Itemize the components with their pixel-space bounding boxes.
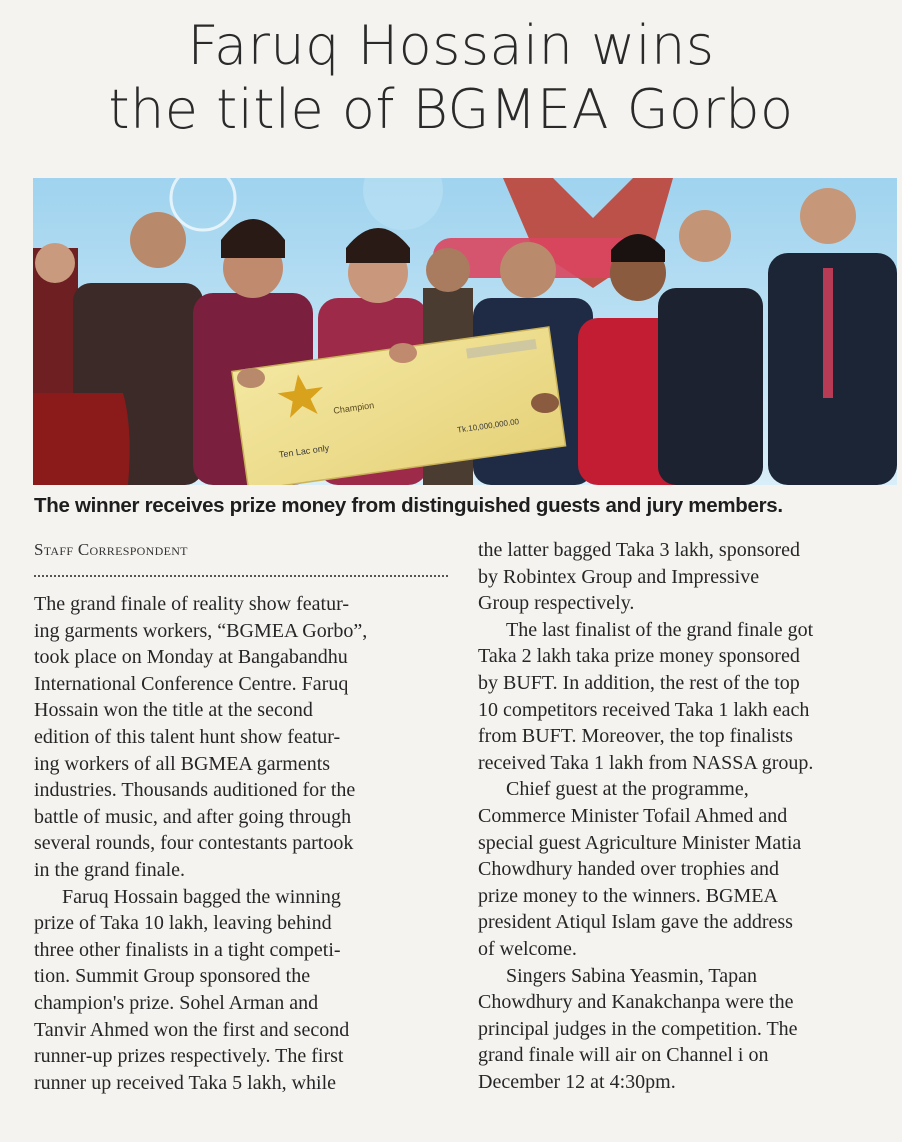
article-line: runner up received Taka 5 lakh, while <box>34 1071 337 1094</box>
cheque-amount: Tk.10,000,000.00 <box>456 417 520 435</box>
article-line: Faruq Hossain bagged the winning <box>62 885 341 908</box>
article-line: Tanvir Ahmed won the first and second <box>34 1018 350 1041</box>
headline-line-2: the title of BGMEA Gorbo <box>108 78 794 141</box>
article-line: industries. Thousands auditioned for the <box>34 779 356 802</box>
headline-line-1: Faruq Hossain wins <box>187 14 715 77</box>
article-line: Taka 2 lakh taka prize money sponsored <box>478 645 800 668</box>
article-line: by Robintex Group and Impressive <box>478 565 760 588</box>
article-line: champion's prize. Sohel Arman and <box>34 991 319 1014</box>
article-line: principal judges in the competition. The <box>478 1017 798 1040</box>
article-line: edition of this talent hunt show featur- <box>34 725 341 748</box>
article-line: International Conference Centre. Faruq <box>34 672 349 695</box>
article-line: special guest Agriculture Minister Matia <box>478 831 802 854</box>
article-line: prize money to the winners. BGMEA <box>478 884 778 907</box>
article-line: grand finale will air on Channel i on <box>478 1044 769 1067</box>
photo-caption: The winner receives prize money from distinguished guests and jury members. <box>34 494 783 517</box>
article-line: Singers Sabina Yeasmin, Tapan <box>506 964 757 987</box>
news-photo <box>33 178 897 485</box>
cheque-title: Champion <box>332 400 375 416</box>
cheque-words: Ten Lac only <box>278 442 330 460</box>
article-line: Group respectively. <box>478 592 635 615</box>
article-line: ing garments workers, “BGMEA Gorbo”, <box>34 619 368 642</box>
article-line: prize of Taka 10 lakh, leaving behind <box>34 912 332 935</box>
article-line: tion. Summit Group sponsored the <box>34 965 311 988</box>
article-line: received Taka 1 lakh from NASSA group. <box>478 751 814 774</box>
article-line: ing workers of all BGMEA garments <box>34 752 331 775</box>
article-line: Hossain won the title at the second <box>34 699 313 722</box>
article-line: several rounds, four contestants partook <box>34 832 354 855</box>
article-line: took place on Monday at Bangabandhu <box>34 646 348 669</box>
article-line: president Atiqul Islam gave the address <box>478 911 793 934</box>
article-column-left <box>34 591 454 1096</box>
article-line: The last finalist of the grand finale got <box>506 618 814 641</box>
article-line: 10 competitors received Taka 1 lakh each <box>478 698 810 721</box>
article-line: Chowdhury and Kanakchanpa were the <box>478 991 794 1014</box>
headline <box>0 14 902 142</box>
article-line: Chief guest at the programme, <box>506 778 749 801</box>
article-line: battle of music, and after going through <box>34 805 352 828</box>
article-line: from BUFT. Moreover, the top finalists <box>478 725 793 748</box>
article-line: in the grand finale. <box>34 858 186 881</box>
byline-divider <box>34 575 448 577</box>
article-line: Commerce Minister Tofail Ahmed and <box>478 804 788 827</box>
article-line: by BUFT. In addition, the rest of the top <box>478 671 800 694</box>
article-line: the latter bagged Taka 3 lakh, sponsored <box>478 539 801 561</box>
byline: Staff Correspondent <box>34 540 188 559</box>
article-line: three other finalists in a tight competi- <box>34 938 341 961</box>
prize-ceremony-illustration <box>33 178 897 485</box>
article-line: runner-up prizes respectively. The first <box>34 1045 344 1068</box>
article-column-right <box>478 537 898 1095</box>
article-line: The grand finale of reality show featur- <box>34 593 350 615</box>
article-line: December 12 at 4:30pm. <box>478 1070 676 1093</box>
article-line: of welcome. <box>478 937 577 960</box>
article-line: Chowdhury handed over trophies and <box>478 858 780 881</box>
